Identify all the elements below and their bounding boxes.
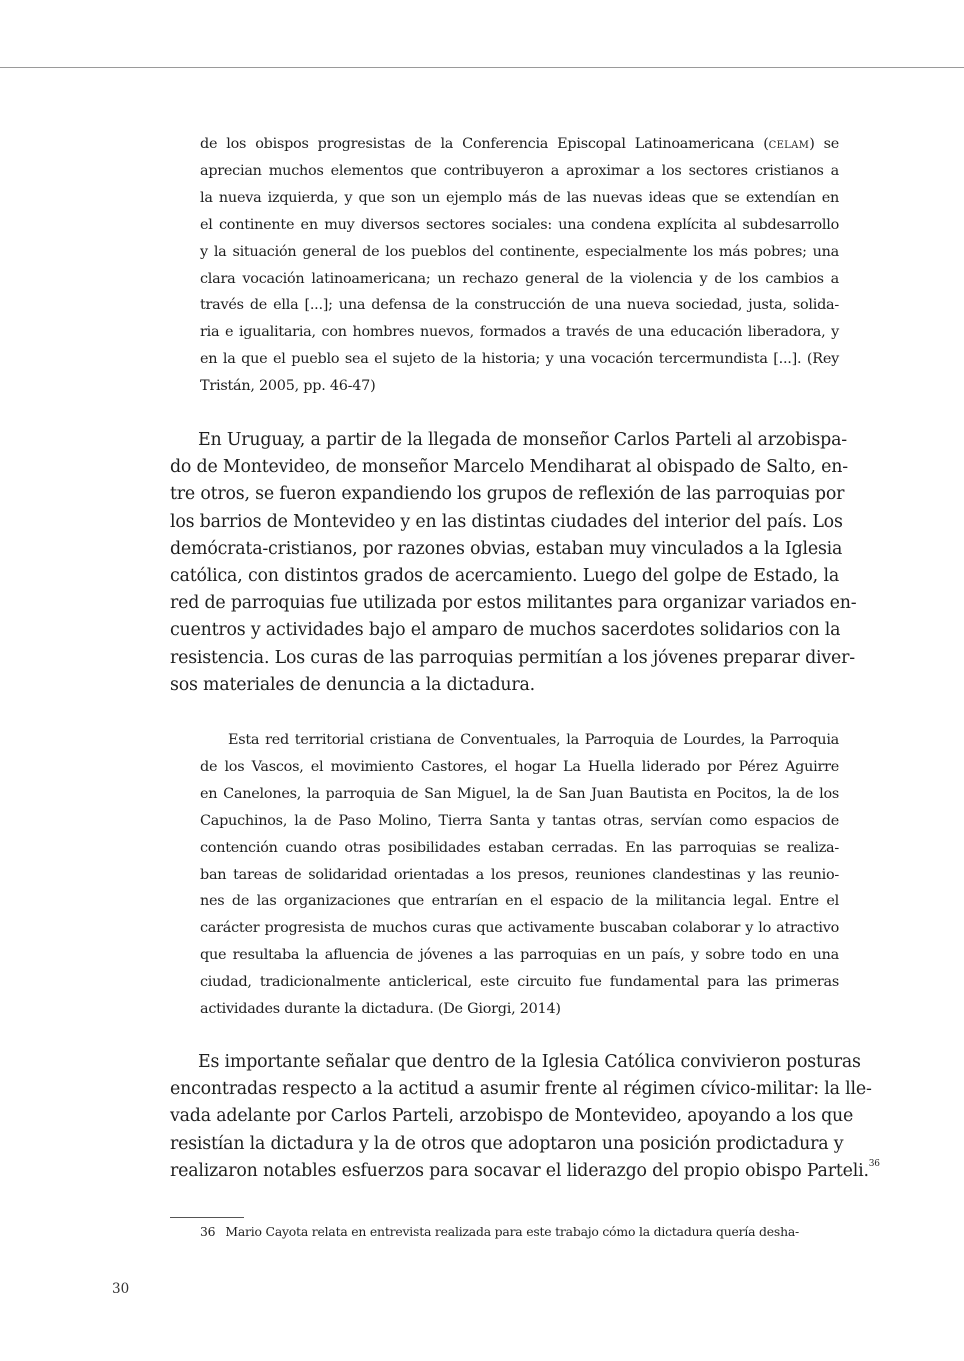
body-line: encontradas respecto a la actitud a asumir frente al régimen cívico-militar: la lle- xyxy=(170,1079,872,1100)
footnote-number: 36 xyxy=(200,1224,216,1239)
acronym: celam xyxy=(768,136,810,152)
body-line: los barrios de Montevideo y en las distintas ciudades del interior del país. Los xyxy=(170,511,843,532)
body-paragraph-2 xyxy=(170,1049,880,1185)
body-paragraph-1 xyxy=(170,427,857,699)
body-line: red de parroquias fue utilizada por estos militantes para organizar variados en- xyxy=(170,593,857,614)
body-line: vada adelante por Carlos Parteli, arzobispo de Montevideo, apoyando a los que xyxy=(170,1106,854,1127)
page-number: 30 xyxy=(112,1281,130,1297)
body-line: resistían la dictadura y la de otros que adoptaron una posición prodictadura y xyxy=(170,1133,844,1154)
quote-line: clara vocación latinoamericana; un rechazo general de la violencia y de los cambios a xyxy=(200,270,839,287)
quote-line: en Canelones, la parroquia de San Miguel, la de San Juan Bautista en Pocitos, la de los xyxy=(200,785,839,802)
quote-line: aprecian muchos elementos que contribuyeron a aproximar a los sectores cristianos a xyxy=(200,162,839,179)
body-line: tre otros, se fueron expandiendo los grupos de reflexión de las parroquias por xyxy=(170,484,845,505)
quote-line: y la situación general de los pueblos del continente, especialmente los más pobres; una xyxy=(200,243,839,260)
footnote-reference[interactable]: 36 xyxy=(868,1158,880,1169)
quote-line: contención cuando otras posibilidades estaban cerradas. En las parroquias se realiza- xyxy=(200,839,839,856)
quote-line: ban tareas de solidaridad orientadas a los presos, reuniones clandestinas y las reunio- xyxy=(200,866,839,883)
quote-line: ciudad, tradicionalmente anticlerical, este circuito fue fundamental para las primeras xyxy=(200,974,839,991)
quote-line: el continente en muy diversos sectores sociales: una condena explícita al subdesarrollo xyxy=(200,216,839,233)
block-quote-2 xyxy=(200,727,839,1023)
body-line: realizaron notables esfuerzos para socavar el liderazgo del propio obispo Parteli.$^{36}$ xyxy=(170,1158,880,1181)
body-line: sos materiales de denuncia a la dictadura. xyxy=(170,674,535,695)
quote-line: Capuchinos, la de Paso Molino, Tierra Santa y tantas otras, servían como espacios de xyxy=(200,812,839,829)
quote-line: de los obispos progresistas de la Conferencia Episcopal Latinoamericana (celam) se xyxy=(200,136,840,152)
quote-line: actividades durante la dictadura. (De Giorgi, 2014) xyxy=(200,1001,561,1018)
body-line: demócrata-cristianos, por razones obvias, estaban muy vinculados a la Iglesia xyxy=(170,538,843,559)
body-line: En Uruguay, a partir de la llegada de monseñor Carlos Parteli al arzobispa- xyxy=(198,430,847,450)
quote-line: Tristán, 2005, pp. 46-47) xyxy=(200,378,376,395)
header-rule xyxy=(0,67,964,68)
body-line: católica, con distintos grados de acercamiento. Luego del golpe de Estado, la xyxy=(170,566,839,587)
quote-line: través de ella [...]; una defensa de la construcción de una nueva sociedad, justa, solida- xyxy=(200,297,839,314)
footnote-text: Mario Cayota relata en entrevista realizada para este trabajo cómo la dictadura quería desha- xyxy=(225,1224,800,1239)
quote-line: Esta red territorial cristiana de Conventuales, la Parroquia de Lourdes, la Parroquia xyxy=(228,732,839,748)
quote-line: nes de las organizaciones que entrarían en el espacio de la militancia legal. Entre el xyxy=(200,893,839,910)
quote-line: en la que el pueblo sea el sujeto de la historia; y una vocación tercermundista [...]. (Rey xyxy=(200,351,839,368)
quote-line: de los Vascos, el movimiento Castores, el hogar La Huella liderado por Pérez Aguirre xyxy=(200,758,839,775)
quote-line: que resultaba la afluencia de jóvenes a las parroquias en un país, y sobre todo en una xyxy=(200,947,839,964)
body-line: resistencia. Los curas de las parroquias permitían a los jóvenes preparar diver- xyxy=(170,647,855,668)
footnote-rule xyxy=(170,1217,244,1218)
quote-line: ria e igualitaria, con hombres nuevos, formados a través de una educación liberadora, y xyxy=(200,324,839,341)
block-quote-1 xyxy=(200,131,839,400)
body-line: do de Montevideo, de monseñor Marcelo Mendiharat al obispado de Salto, en- xyxy=(170,457,848,478)
body-line: Es importante señalar que dentro de la Iglesia Católica convivieron posturas xyxy=(198,1052,861,1072)
body-line: cuentros y actividades bajo el amparo de muchos sacerdotes solidarios con la xyxy=(170,620,841,641)
quote-line: la nueva izquierda, y que son un ejemplo más de las nuevas ideas que se extendían en xyxy=(200,189,839,206)
quote-line: carácter progresista de muchos curas que activamente buscaban colaborar y lo atractivo xyxy=(200,920,839,937)
footnote xyxy=(200,1221,839,1243)
